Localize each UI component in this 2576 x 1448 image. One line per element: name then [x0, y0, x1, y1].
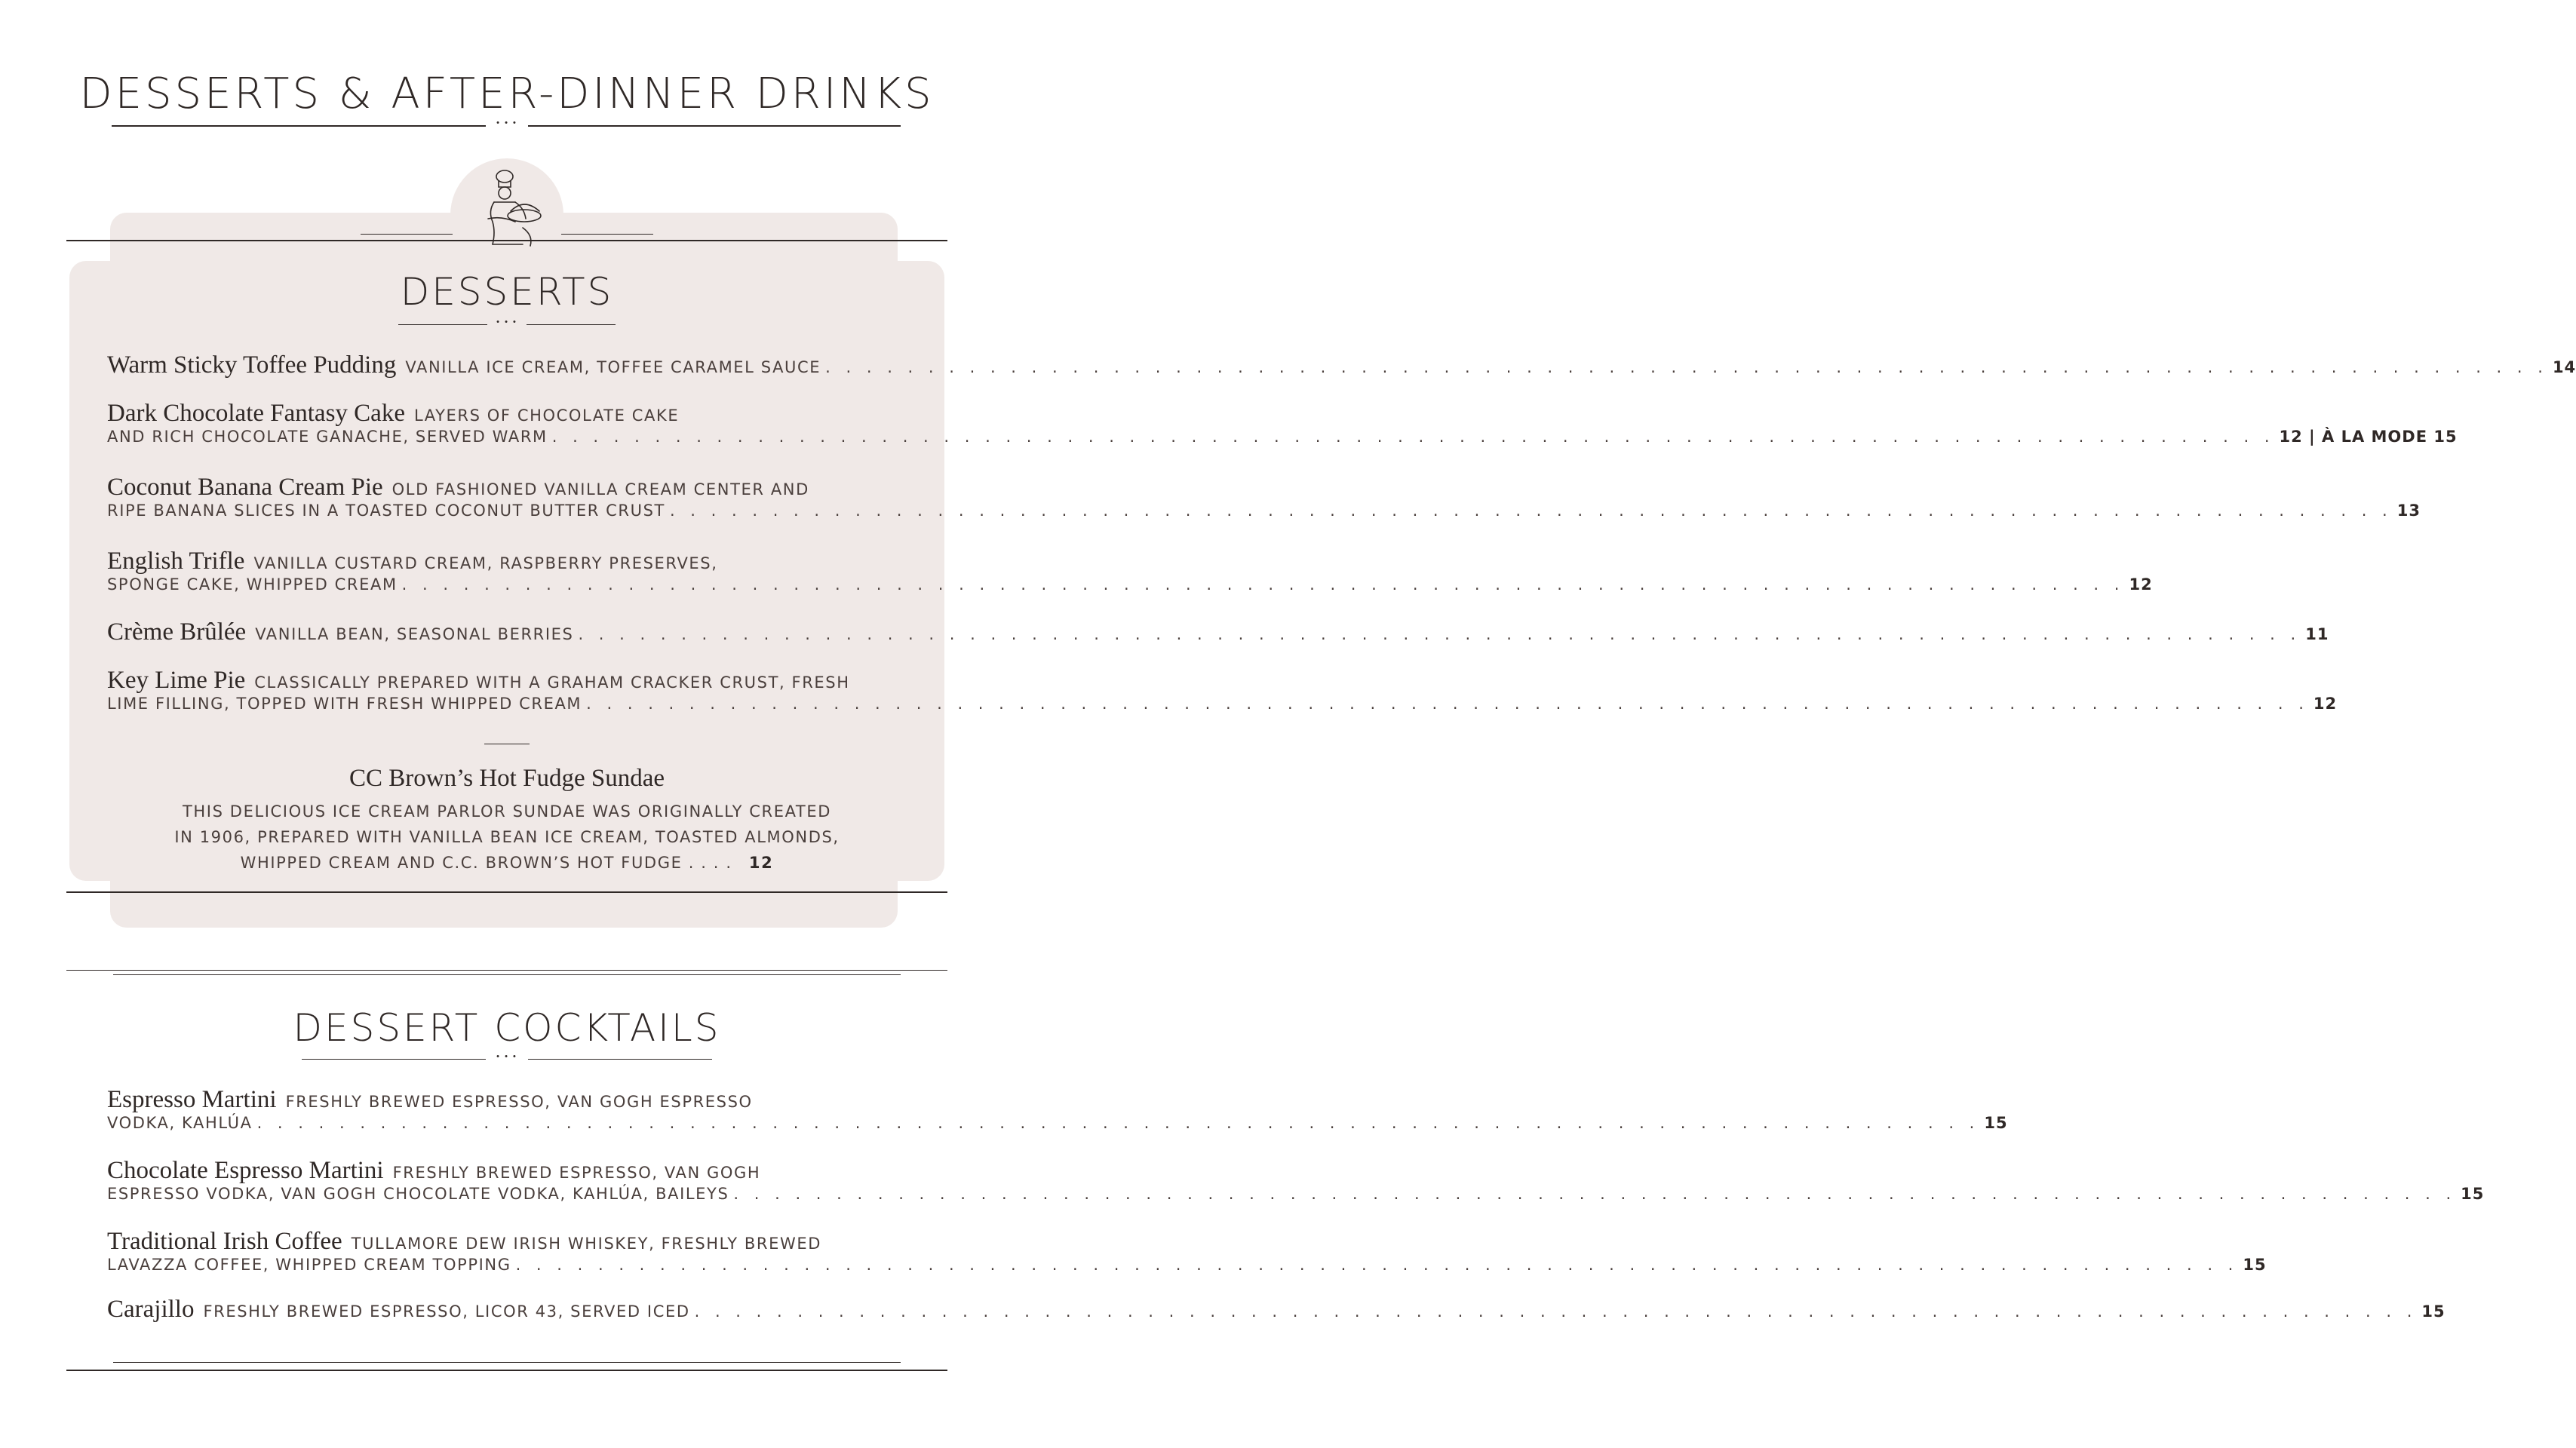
- dessert-item-desc: CLASSICALLY PREPARED WITH A GRAHAM CRACKER CRUST, FRESH: [254, 673, 850, 692]
- cocktail-item-line1: [107, 1157, 902, 1185]
- desserts-rule-right: [527, 324, 616, 325]
- cocktail-item-line1: [107, 1086, 902, 1114]
- cocktail-item-leader: . . . . . . . . . . . . . . . . . . . . . . . . . . . . . . . . . . . . . . . . . . . . . . . . . . . . . . . . . . . . . . . . . . . . . . . . . . . . . . . . . . . .: [694, 1302, 2418, 1321]
- cocktail-item: [107, 1086, 2008, 1132]
- cocktails-rule-top-inner: [113, 974, 901, 975]
- dessert-item-line2: [107, 695, 2338, 713]
- dessert-item-name: English Trifle: [107, 548, 245, 575]
- dessert-item-leader: . . . . . . . . . . . . . . . . . . . . . . . . . . . . . . . . . . . . . . . . . . . . . . . . . . . . . . . . . . . . . . . . . . . . . . . . . . . . . . . . . . . .: [578, 625, 2301, 643]
- dessert-item-line1: [107, 667, 902, 695]
- dessert-item-desc-cont: LIME FILLING, TOPPED WITH FRESH WHIPPED CREAM: [107, 695, 582, 713]
- page-title: DESSERTS & AFTER-DINNER DRINKS: [79, 69, 935, 118]
- cocktails-rule-bottom-outer: [66, 1370, 947, 1371]
- cocktail-item-desc: FRESHLY BREWED ESPRESSO, LICOR 43, SERVED ICED: [203, 1302, 690, 1321]
- cocktail-item-name: Carajillo: [107, 1296, 195, 1323]
- dessert-item-name: Dark Chocolate Fantasy Cake: [107, 400, 405, 427]
- dessert-item-desc-cont: AND RICH CHOCOLATE GANACHE, SERVED WARM: [107, 428, 548, 446]
- cocktails-rule-top-outer: [66, 970, 947, 971]
- sundae-desc-line1: THIS DELICIOUS ICE CREAM PARLOR SUNDAE WAS ORIGINALLY CREATED: [182, 802, 832, 821]
- panel-rule-bottom: [66, 891, 947, 893]
- cocktail-item-desc-cont: LAVAZZA COFFEE, WHIPPED CREAM TOPPING: [107, 1256, 511, 1274]
- cocktail-item-name: Espresso Martini: [107, 1086, 277, 1113]
- sundae-desc-line2: IN 1906, PREPARED WITH VANILLA BEAN ICE CREAM, TOASTED ALMONDS,: [174, 828, 840, 846]
- chef-icon: [458, 163, 556, 253]
- cocktail-item: [107, 1228, 2267, 1274]
- sundae-desc-line3-text: WHIPPED CREAM AND C.C. BROWN’S HOT FUDGE . . . .: [240, 854, 732, 872]
- cocktails-rule-left: [302, 1059, 486, 1060]
- cocktail-item: [107, 1157, 2485, 1203]
- cocktail-item-price: 15: [2461, 1185, 2485, 1203]
- cocktail-item-line2: [107, 1114, 2008, 1132]
- cocktail-item-desc: TULLAMORE DEW IRISH WHISKEY, FRESHLY BREWED: [351, 1235, 821, 1253]
- cocktails-ornament: • • •: [496, 1052, 517, 1061]
- header-rule-right: [528, 125, 901, 127]
- cocktail-item-line1: [107, 1228, 902, 1256]
- dessert-item-line1: [107, 474, 902, 502]
- dessert-item-leader: . . . . . . . . . . . . . . . . . . . . . . . . . . . . . . . . . . . . . . . . . . . . . . . . . . . . . . . . . . . . . . . . . . . . . . . . . . . . . . . . . . . .: [669, 502, 2393, 520]
- dessert-item-line1: [107, 400, 902, 428]
- dessert-item-line2: [107, 575, 2153, 594]
- cocktail-item-desc: FRESHLY BREWED ESPRESSO, VAN GOGH ESPRESSO: [285, 1093, 753, 1111]
- dessert-item-line1: [107, 351, 2576, 379]
- dessert-item-price: 13: [2396, 502, 2421, 520]
- cocktails-rule-right: [528, 1059, 712, 1060]
- dessert-item-price: 14: [2552, 358, 2576, 376]
- dessert-item: [107, 618, 2329, 646]
- cocktail-item-leader: . . . . . . . . . . . . . . . . . . . . . . . . . . . . . . . . . . . . . . . . . . . . . . . . . . . . . . . . . . . . . . . . . . . . . . . . . . . . . . . . . . . .: [256, 1114, 1980, 1132]
- desserts-ornament: • • •: [496, 318, 517, 327]
- header-rule-left: [112, 125, 486, 127]
- dessert-item-price: 12 | À LA MODE 15: [2279, 428, 2458, 446]
- sundae-price: 12: [748, 854, 774, 872]
- cocktails-title: DESSERT COCKTAILS: [293, 1006, 721, 1050]
- cocktail-item-price: 15: [2421, 1302, 2446, 1321]
- dessert-item-name: Key Lime Pie: [107, 667, 246, 694]
- medallion-rule-left: [361, 234, 453, 235]
- medallion-rule-right: [561, 234, 653, 235]
- cocktail-item-leader: . . . . . . . . . . . . . . . . . . . . . . . . . . . . . . . . . . . . . . . . . . . . . . . . . . . . . . . . . . . . . . . . . . . . . . . . . . . . . . . . . . . .: [515, 1256, 2239, 1274]
- cocktail-item-leader: . . . . . . . . . . . . . . . . . . . . . . . . . . . . . . . . . . . . . . . . . . . . . . . . . . . . . . . . . . . . . . . . . . . . . . . . . . . . . . . . . . . .: [733, 1185, 2457, 1203]
- dessert-item-leader: . . . . . . . . . . . . . . . . . . . . . . . . . . . . . . . . . . . . . . . . . . . . . . . . . . . . . . . . . . . . . . . . . . . . . . . . . . . . . . . . . . . .: [551, 428, 2275, 446]
- dessert-item-desc: LAYERS OF CHOCOLATE CAKE: [413, 406, 680, 425]
- dessert-item-leader: . . . . . . . . . . . . . . . . . . . . . . . . . . . . . . . . . . . . . . . . . . . . . . . . . . . . . . . . . . . . . . . . . . . . . . . . . . . . . . . . . . . .: [586, 695, 2309, 713]
- cocktail-item-desc-cont: VODKA, KAHLÚA: [107, 1114, 253, 1132]
- cocktail-item-desc: FRESHLY BREWED ESPRESSO, VAN GOGH: [392, 1164, 761, 1182]
- dessert-item-name: Coconut Banana Cream Pie: [107, 474, 383, 501]
- header-ornament: • • •: [496, 118, 517, 127]
- dessert-item-line2: [107, 428, 2458, 446]
- dessert-item-desc: VANILLA ICE CREAM, TOFFEE CARAMEL SAUCE: [405, 358, 821, 376]
- dessert-item-desc-cont: SPONGE CAKE, WHIPPED CREAM: [107, 575, 398, 594]
- dessert-item: [107, 400, 2458, 446]
- dessert-item-leader: . . . . . . . . . . . . . . . . . . . . . . . . . . . . . . . . . . . . . . . . . . . . . . . . . . . . . . . . . . . . . . . . . . . . . . . . . . . . . . . . . . . .: [401, 575, 2125, 594]
- cocktail-item-price: 15: [2243, 1256, 2267, 1274]
- cocktail-item-desc-cont: ESPRESSO VODKA, VAN GOGH CHOCOLATE VODKA, KAHLÚA, BAILEYS: [107, 1185, 729, 1203]
- dessert-item: [107, 351, 2576, 379]
- dessert-item-price: 11: [2305, 625, 2329, 643]
- dessert-item-desc-cont: RIPE BANANA SLICES IN A TOASTED COCONUT BUTTER CRUST: [107, 502, 665, 520]
- cocktails-rule-bottom-inner: [113, 1362, 901, 1363]
- dessert-item: [107, 667, 2338, 713]
- desserts-rule-left: [398, 324, 487, 325]
- cocktail-item-name: Chocolate Espresso Martini: [107, 1157, 384, 1184]
- dessert-item-desc: OLD FASHIONED VANILLA CREAM CENTER AND: [391, 480, 809, 499]
- sundae-name: CC Brown’s Hot Fudge Sundae: [348, 765, 665, 792]
- dessert-item-line1: [107, 548, 902, 575]
- dessert-item-desc: VANILLA CUSTARD CREAM, RASPBERRY PRESERVES,: [253, 554, 718, 572]
- dessert-item-desc: VANILLA BEAN, SEASONAL BERRIES: [255, 625, 574, 643]
- cocktail-item-line2: [107, 1256, 2267, 1274]
- cocktail-item-line2: [107, 1185, 2485, 1203]
- dessert-item: [107, 474, 2421, 520]
- dessert-item-price: 12: [2313, 695, 2338, 713]
- sundae-desc-line3: [0, 854, 1014, 872]
- cocktail-item-name: Traditional Irish Coffee: [107, 1228, 342, 1255]
- dessert-item-line2: [107, 502, 2421, 520]
- dessert-item-name: Warm Sticky Toffee Pudding: [107, 351, 397, 379]
- dessert-item-price: 12: [2129, 575, 2153, 594]
- desserts-title: DESSERTS: [400, 270, 614, 314]
- dessert-item-name: Crème Brûlée: [107, 618, 247, 646]
- dessert-item: [107, 548, 2153, 594]
- dessert-item-leader: . . . . . . . . . . . . . . . . . . . . . . . . . . . . . . . . . . . . . . . . . . . . . . . . . . . . . . . . . . . . . . . . . . . . . . . . . . . . . . . . . . . .: [825, 358, 2548, 376]
- cocktail-item: [107, 1296, 2446, 1324]
- cocktail-item-line1: [107, 1296, 2446, 1324]
- cocktail-item-price: 15: [1984, 1114, 2008, 1132]
- dessert-item-line1: [107, 618, 2329, 646]
